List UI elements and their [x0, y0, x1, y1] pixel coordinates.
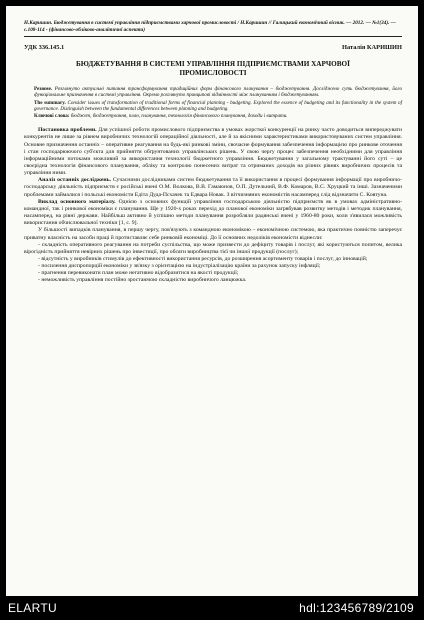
abstract-en-label: The summary. [34, 99, 66, 106]
abstract-ua-text: Розглянуто актуальні питання трансформування традиційних форм фінансового планування – бюджетування. Досліджено суть бюджетування, його функціональне призначення в системі управління. Окремо розглянуто принципові відмінності між плануванням і бюджетуванням. [34, 86, 402, 99]
document-page [6, 6, 418, 596]
viewer-footer [0, 596, 424, 620]
bullet-item: - посилення диспропорцій економіки у зв'язку з орієнтацією на індустріалізацію країни за рахунок запуску інфляції; [38, 263, 321, 270]
article-meta [24, 44, 402, 51]
article-title: БЮДЖЕТУВАННЯ В СИСТЕМІ УПРАВЛІННЯ ПІДПРИЄМСТВАМИ ХАРЧОВОЇ ПРОМИСЛОВОСТІ [76, 60, 350, 78]
paragraph-command-economy: У більшості випадків планування, в першу чергу, пов'язують з командною економікою – економічною системою, яка практично повністю заперечує приватну власність на засоби праці й протиставляє себе ринковій економіці. До її основних недоліків економісти віднесли: [24, 227, 402, 241]
paragraph-research [24, 177, 402, 198]
divider [24, 36, 402, 37]
handle-id: hdl:123456789/2109 [299, 601, 414, 615]
paragraph-text: Для успішної роботи промислового підприємства в умовах жорсткої конкуренції на ринку часто доводиться випереджувати конкурентів не лише за рівнем виробничих технологій операційної діяльності, але й за якісними характеристиками використовуваних систем управління. Основне призначення останніх – оперативне реагування на будь-які ринкові зміни, свочасне формування забезпечення інформацією про ринкове оточення і стан господарюючого суб'єкта для прийняття обґрунтованих управлінських рішень. У свою чергу процес забезпечення необхідними для управління інформаційними потоками можливий за використання технології бюджетного управління. Бюджетування у загальному трактуванні його суті – це своєрідна технологія фінансового планування, обліку та контролю понесених витрат та отриманих доходів на різних рівнях виробничих процесів та управління ними. [24, 127, 402, 177]
bullet-item: - відсутність у виробників стимулів до ефективності використання ресурсів, до розширення асортименту товарів і послуг, до інновацій; [38, 256, 368, 263]
keywords [24, 113, 402, 119]
section-label-problem: Постановка проблеми. [38, 127, 97, 134]
abstract-ua [24, 86, 402, 98]
keywords-text: бюджет, бюджетування, план, планування, технологія фінансового планування, доходи і витрати. [70, 113, 288, 119]
abstract-en-text: Consider issues of transformation of traditional forms of financial planning - budgeting. Explored the essence of budgeting and its functionality in the system of governance. Distinguish between the fundamental differences between planning and budgeting. [34, 99, 403, 112]
bullet-item: - складність оперативного реагування на потреби суспільства, що може призвести до дефіциту товарів і послуг, які користуються попитом, велика вірогідність прийняття невірних рішень про інвестиції, про обсяги виробництва тієї чи іншої продукції (послуг); [24, 241, 402, 255]
paragraph-problem [24, 127, 402, 177]
bullet-item: - неможливість управління постійно зростаючою складністю виробничого ланцюжка. [38, 277, 247, 284]
article-body [24, 127, 402, 284]
citation: Н.Каришин. Бюджетування в системі управління підприємствами харчової промисловості / Н.Каришин // Галицький економічний вісник. — 2012. — №1(34). — с.108-114 - (фінансово-обліково-аналітичні аспекти) [24, 20, 396, 33]
bullet-item: - прагнення перевиконати план може негативно відобразитися на якості продукції; [38, 270, 239, 277]
udc-code: УДК 336.145.1 [24, 44, 65, 52]
paragraph-text: Однією з основних функцій управління господарською діяльністю підприємств як в умовах адміністративно-командної, так і ринкової економіки є планування. Ще у 1920-х роках перехід до планової економіки загрвбував розвитку методів і методик планування, насамперед, на рівні держави. Найбільш активно й успішно методи планування розробляли радянські вчені у 1960-80 роки, коли з'явилася можливість використання обчислювальної техніки [1, с. 9]. [24, 198, 402, 227]
author-name: Наталія КАРИШИН [342, 44, 402, 52]
section-label-main: Виклад основного матеріалу. [38, 198, 116, 205]
keywords-label: Ключові слова: [34, 113, 70, 119]
paragraph-main [24, 199, 402, 228]
abstract-ua-label: Резюме. [34, 86, 53, 93]
paragraph-text: Сучасними дослідниками систем бюджетування та її використання в процесі формування інформації про виробничо-господарську діяльність підприємств є російські вчені О.М. Волкова, В.В. Гамаюнов, О.П. Дутельний, В.Ф. Комаров, В.С. Хруцкий та інші. Зазначеними проблемами займалися і польські економісти Едіта Дуда-Псхачек та Едвара Новак. З вітчизняних економістів насамперед слід відзначити С. Ковтуна. [24, 177, 403, 198]
abstract-en [24, 100, 402, 112]
section-label-research: Аналіз останніх досліджень. [38, 177, 112, 184]
repository-label: ELARTU [8, 601, 57, 615]
